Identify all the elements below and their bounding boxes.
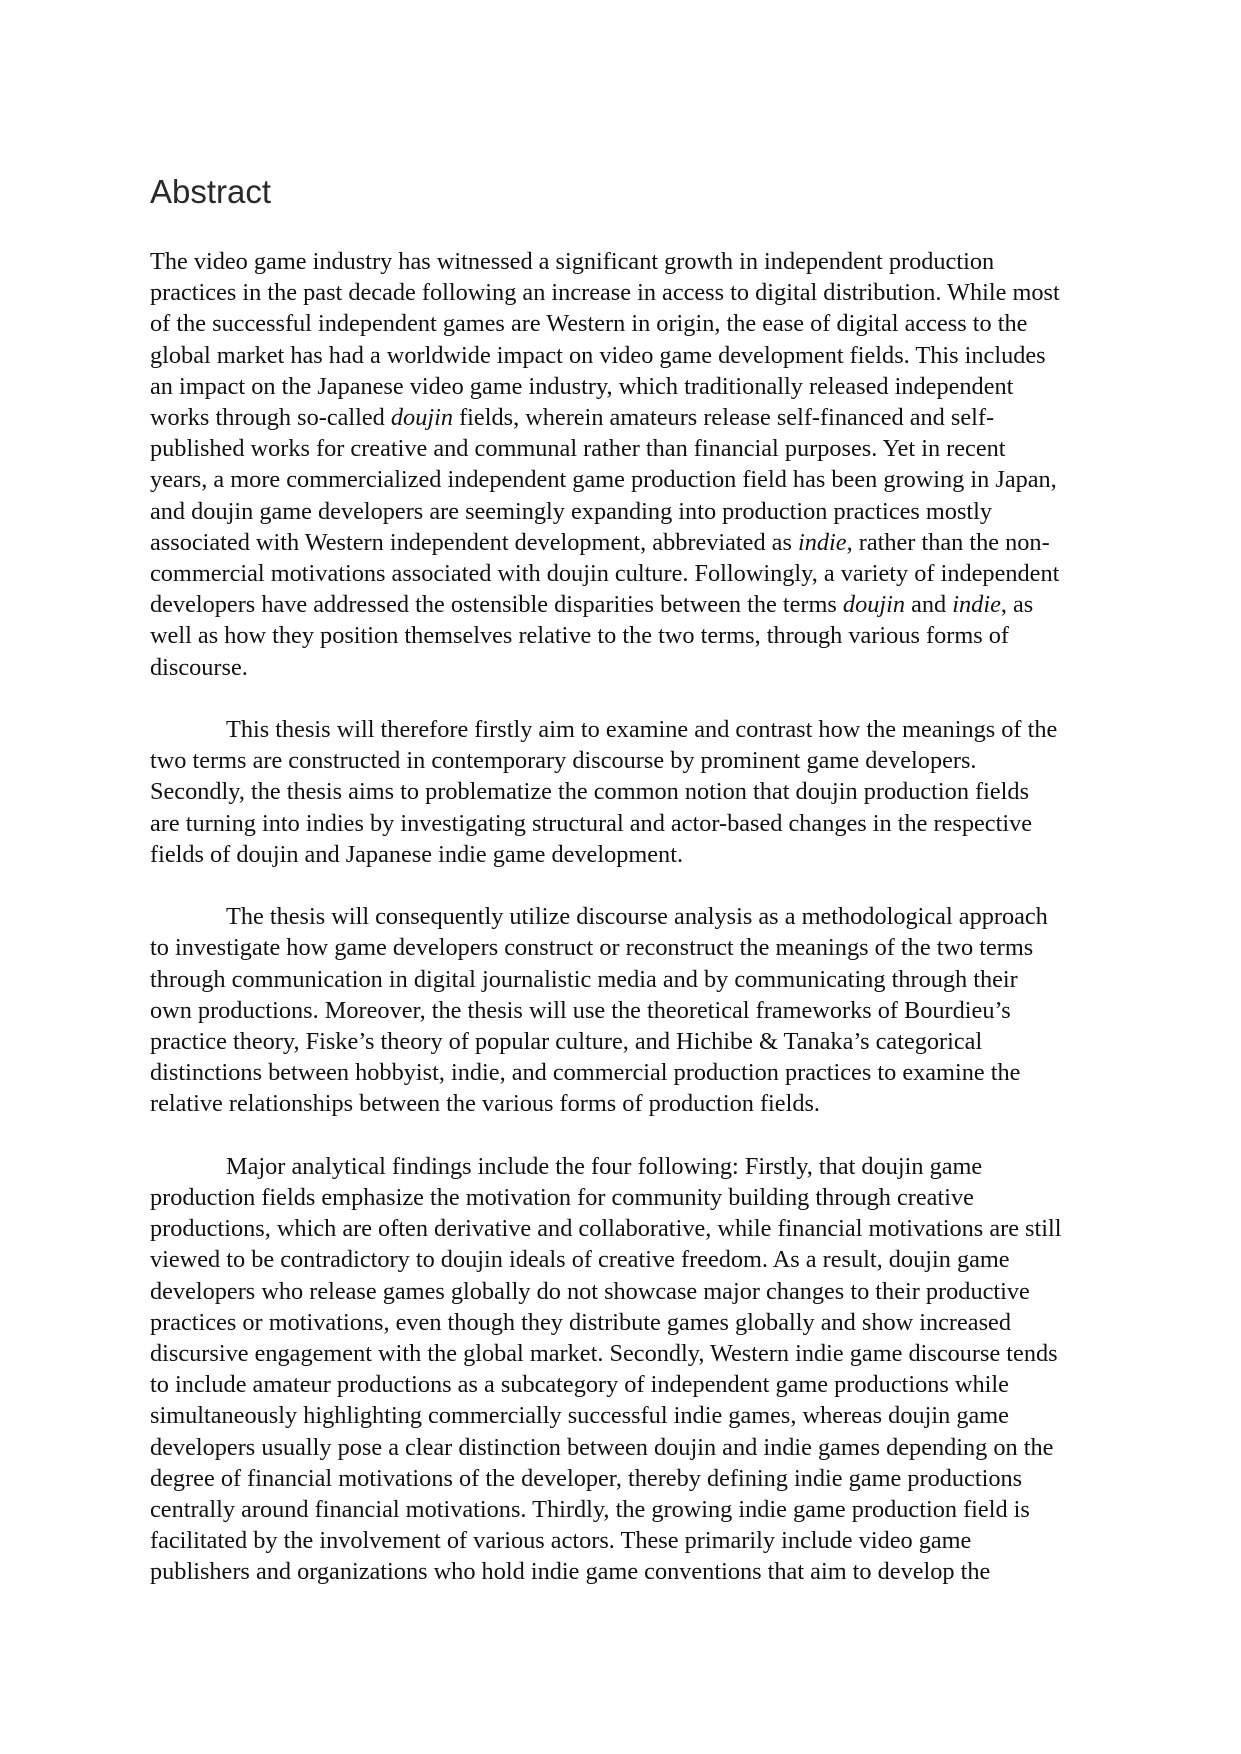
text-line: [150, 527, 1095, 558]
text-line: [150, 1057, 1095, 1088]
text-line: [150, 1182, 1095, 1213]
text-segment: distinctions between hobbyist, indie, and commercial production practices to examine the: [150, 1059, 1021, 1087]
text-segment: facilitated by the involvement of various actors. These primarily include video game: [150, 1527, 972, 1555]
text-segment: degree of financial motivations of the developer, thereby defining indie game productions: [150, 1464, 1023, 1492]
text-line: [150, 839, 1095, 870]
paragraph: [150, 714, 1095, 870]
text-line: [150, 1494, 1095, 1525]
text-segment: developers have addressed the ostensible disparities between the terms: [150, 591, 843, 619]
text-line: [150, 808, 1095, 839]
text-line: [150, 433, 1095, 464]
text-line: [150, 964, 1095, 995]
text-line: [150, 1151, 1095, 1182]
text-segment: viewed to be contradictory to doujin ideals of creative freedom. As a result, doujin game: [150, 1246, 1010, 1274]
text-line: [150, 371, 1095, 402]
text-segment: well as how they position themselves relative to the two terms, through various forms of: [150, 622, 1010, 650]
text-line: [150, 1276, 1095, 1307]
text-segment: associated with Western independent development, abbreviated as: [150, 528, 798, 556]
text-line: [150, 558, 1095, 589]
text-line: [150, 1338, 1095, 1369]
text-line: [150, 340, 1095, 371]
text-line: [150, 620, 1095, 651]
paragraph: [150, 901, 1095, 1119]
text-segment: years, a more commercialized independent game production field has been growing in Japan,: [150, 466, 1057, 494]
text-line: [150, 932, 1095, 963]
text-segment: The thesis will consequently utilize discourse analysis as a methodological approach: [226, 903, 1048, 931]
text-line: [150, 277, 1095, 308]
text-line: [150, 1244, 1095, 1275]
italic-term: indie: [952, 591, 1001, 619]
text-segment: are turning into indies by investigating structural and actor-based changes in the respective: [150, 809, 1033, 837]
italic-term: doujin: [842, 591, 906, 619]
text-line: [150, 1525, 1095, 1556]
italic-term: indie: [798, 528, 847, 556]
text-segment: developers who release games globally do not showcase major changes to their productive: [150, 1277, 1030, 1305]
text-segment: This thesis will therefore firstly aim to examine and contrast how the meanings of the: [226, 716, 1058, 744]
text-line: [150, 901, 1095, 932]
text-segment: practice theory, Fiske’s theory of popular culture, and Hichibe & Tanaka’s categorical: [150, 1028, 983, 1056]
text-line: [150, 464, 1095, 495]
text-line: [150, 995, 1095, 1026]
text-segment: to investigate how game developers construct or reconstruct the meanings of the two terms: [150, 934, 1034, 962]
text-segment: fields of doujin and Japanese indie game development.: [150, 840, 684, 868]
text-line: [150, 1026, 1095, 1057]
text-segment: works through so-called: [150, 404, 391, 432]
text-line: [150, 1556, 1095, 1587]
text-line: [150, 1369, 1095, 1400]
text-line: [150, 714, 1095, 745]
paragraph: [150, 1151, 1095, 1588]
text-line: [150, 589, 1095, 620]
italic-term: doujin: [390, 404, 454, 432]
text-segment: practices or motivations, even though they distribute games globally and show increased: [150, 1308, 1011, 1336]
text-segment: published works for creative and communal rather than financial purposes. Yet in recent: [150, 435, 1006, 463]
text-segment: The video game industry has witnessed a significant growth in independent production: [150, 248, 995, 275]
text-segment: of the successful independent games are Western in origin, the ease of digital access to the: [150, 310, 1028, 338]
text-line: [150, 1088, 1095, 1119]
text-line: [150, 496, 1095, 527]
text-segment: discursive engagement with the global market. Secondly, Western indie game discourse tends: [150, 1340, 1058, 1368]
text-segment: an impact on the Japanese video game industry, which traditionally released independent: [150, 372, 1014, 400]
text-segment: publishers and organizations who hold indie game conventions that aim to develop the: [150, 1558, 991, 1586]
text-line: [150, 246, 1095, 277]
text-segment: , as: [1000, 591, 1034, 619]
text-line: [150, 1432, 1095, 1463]
text-segment: relative relationships between the various forms of production fields.: [150, 1090, 821, 1118]
text-segment: own productions. Moreover, the thesis will use the theoretical frameworks of Bourdieu’s: [150, 996, 1011, 1024]
text-line: [150, 776, 1095, 807]
text-segment: , rather than the non-: [846, 528, 1050, 556]
paragraph: [150, 246, 1095, 683]
text-segment: and: [905, 591, 953, 619]
text-line: [150, 1307, 1095, 1338]
text-segment: two terms are constructed in contemporary discourse by prominent game developers.: [150, 747, 977, 775]
text-segment: to include amateur productions as a subcategory of independent game productions while: [150, 1371, 1009, 1399]
text-segment: practices in the past decade following an increase in access to digital distribution. While most: [150, 279, 1060, 307]
text-segment: Major analytical findings include the four following: Firstly, that doujin game: [226, 1152, 983, 1180]
abstract-heading: Abstract: [150, 173, 272, 210]
text-line: [150, 308, 1095, 339]
text-line: [150, 652, 1095, 683]
text-segment: commercial motivations associated with doujin culture. Followingly, a variety of independent: [150, 560, 1060, 588]
text-line: [150, 1400, 1095, 1431]
text-line: [150, 402, 1095, 433]
text-segment: global market has had a worldwide impact on video game development fields. This includes: [150, 341, 1046, 369]
text-segment: through communication in digital journalistic media and by communicating through their: [150, 965, 1018, 993]
text-segment: productions, which are often derivative and collaborative, while financial motivations are still: [150, 1215, 1062, 1243]
text-line: [150, 1213, 1095, 1244]
text-segment: and doujin game developers are seemingly expanding into production practices mostly: [150, 497, 993, 525]
text-segment: centrally around financial motivations. Thirdly, the growing indie game production field is: [150, 1496, 1030, 1524]
text-segment: developers usually pose a clear distinction between doujin and indie games depending on the: [150, 1433, 1054, 1461]
text-line: [150, 745, 1095, 776]
text-segment: fields, wherein amateurs release self-financed and self-: [453, 404, 995, 432]
text-segment: discourse.: [150, 653, 248, 681]
text-line: [150, 1463, 1095, 1494]
text-segment: production fields emphasize the motivation for community building through creative: [150, 1184, 974, 1212]
abstract-body: [150, 246, 1095, 1619]
text-segment: Secondly, the thesis aims to problematize the common notion that doujin production fields: [150, 778, 1030, 806]
text-segment: simultaneously highlighting commercially successful indie games, whereas doujin game: [150, 1402, 1009, 1430]
